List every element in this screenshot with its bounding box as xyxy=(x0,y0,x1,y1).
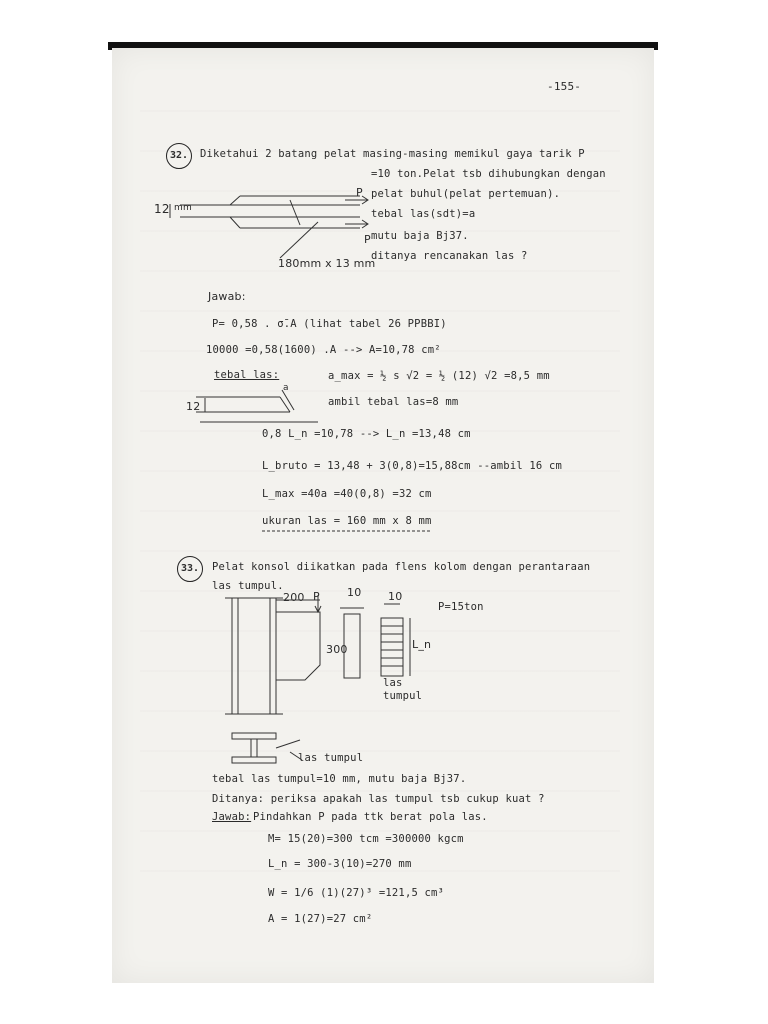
fig33-tumpul-label: tumpul xyxy=(383,690,423,702)
p32-line4: tebal las(sdt)=a xyxy=(371,208,476,220)
fig33-dim-200: 200 xyxy=(283,591,305,604)
fig32-load-bottom: P xyxy=(364,233,371,246)
fig32-thickness: 12 xyxy=(154,202,170,216)
p33-line2: las tumpul. xyxy=(212,580,284,592)
p32-eq8: ukuran las = 160 mm x 8 mm xyxy=(262,515,432,527)
fig33-dim-10b: 10 xyxy=(388,590,403,603)
p33-answer-label: Jawab: xyxy=(212,811,252,823)
fig32-thickness-unit: mm xyxy=(174,203,192,213)
p32-eq1: P= 0,58 . σ̄.A (lihat tabel 26 PPBBI) xyxy=(212,318,447,330)
p32-line3: pelat buhul(pelat pertemuan). xyxy=(371,188,561,200)
page-number: -155- xyxy=(547,80,582,93)
p33-eq4: A = 1(27)=27 cm² xyxy=(268,913,373,925)
p33-eq1: M= 15(20)=300 tcm =300000 kgcm xyxy=(268,833,464,845)
fig33-Ln: L_n xyxy=(412,638,432,651)
p33-line1: Pelat konsol diikatkan pada flens kolom dengan perantaraan xyxy=(212,561,591,573)
problem-32-number: 32. xyxy=(166,143,192,169)
fig33-las-tumpul: las tumpul xyxy=(298,752,364,764)
p33-eq2: L_n = 300-3(10)=270 mm xyxy=(268,858,412,870)
p32-eq2: 10000 =0,58(1600) .A --> A=10,78 cm² xyxy=(206,344,441,356)
p32-eq6: L_bruto = 13,48 + 3(0,8)=15,88cm --ambil 16 cm xyxy=(262,460,562,472)
p32-answer-label: Jawab: xyxy=(208,290,246,303)
fig33-P: P xyxy=(313,590,320,603)
fig32b-a: a xyxy=(283,383,289,393)
p33-line3: tebal las tumpul=10 mm, mutu baja Bj37. xyxy=(212,773,467,785)
fig32-load-top: P xyxy=(356,186,363,199)
p32-line5: mutu baja Bj37. xyxy=(371,230,469,242)
fig32b-thickness: 12 xyxy=(186,400,201,413)
fig33-dim-10a: 10 xyxy=(347,586,362,599)
p32-line6: ditanya rencanakan las ? xyxy=(371,250,528,262)
p32-eq4: ambil tebal las=8 mm xyxy=(328,396,459,408)
p32-eq5: 0,8 L_n =10,78 --> L_n =13,48 cm xyxy=(262,428,471,440)
fig33-load: P=15ton xyxy=(438,601,484,613)
fig33-las-label: las xyxy=(383,677,403,689)
p32-line1: Diketahui 2 batang pelat masing-masing memikul gaya tarik P xyxy=(200,148,585,160)
p33-line4: Ditanya: periksa apakah las tumpul tsb cukup kuat ? xyxy=(212,793,545,805)
p32-eq7: L_max =40a =40(0,8) =32 cm xyxy=(262,488,432,500)
p33-eq3: W = 1/6 (1)(27)³ =121,5 cm³ xyxy=(268,887,445,899)
p32-eq3: a_max = ½ s √2 = ½ (12) √2 =8,5 mm xyxy=(328,370,550,382)
p32-weld-label: tebal las: xyxy=(214,369,280,381)
p32-line2: =10 ton.Pelat tsb dihubungkan dengan xyxy=(371,168,606,180)
problem-33-number: 33. xyxy=(177,556,203,582)
fig33-dim-300: 300 xyxy=(326,643,348,656)
fig32-size: 180mm x 13 mm xyxy=(278,257,376,270)
p33-answer-text: Pindahkan P pada ttk berat pola las. xyxy=(253,811,488,823)
